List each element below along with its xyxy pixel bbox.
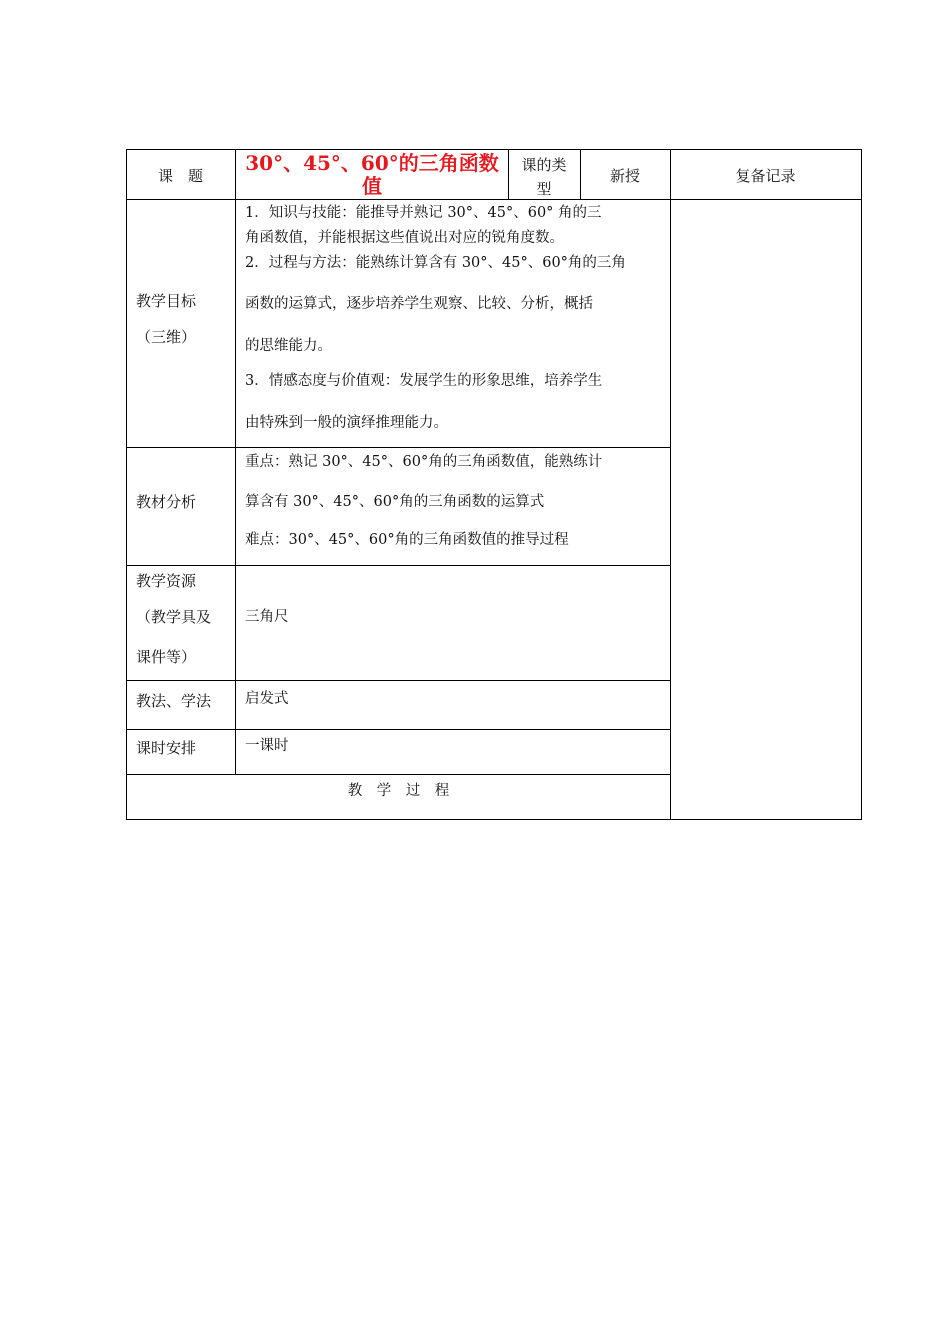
table-border-left [126,149,127,820]
row-divider-resources [126,680,671,681]
row-divider-objectives [126,447,671,448]
objective-line: 角函数值，并能根据这些值说出对应的锐角度数。 [245,230,564,246]
analysis-key-point-cont: 算含有 30°、45°、60°角的三角函数的运算式 [245,494,545,510]
method-label: 教法、学法 [136,692,212,710]
topic-label: 课 题 [157,167,203,185]
analysis-label: 教材分析 [136,493,197,511]
lesson-type-label-line2: 型 [536,180,552,198]
topic-title-line2: 值 [362,174,382,198]
table-border-right [861,149,862,820]
method-value: 启发式 [245,691,289,707]
schedule-value: 一课时 [245,738,289,754]
table-border-bottom [126,819,862,820]
review-label: 复备记录 [735,167,796,185]
analysis-key-point: 重点：熟记 30°、45°、60°角的三角函数值，能熟练计 [245,454,603,470]
process-label: 教 学 过 程 [347,783,450,799]
row-divider-analysis [126,565,671,566]
objective-line: 函数的运算式，逐步培养学生观察、比较、分析，概括 [245,296,593,312]
resources-label-line2: （教学具及 [136,608,212,626]
resources-label-line3: 课件等） [136,648,197,666]
lesson-type-label-line1: 课的类 [521,156,567,174]
objective-line: 3．情感态度与价值观：发展学生的形象思维，培养学生 [245,373,603,389]
table-border-top [126,149,862,150]
analysis-difficulty: 难点：30°、45°、60°角的三角函数值的推导过程 [245,532,569,548]
objective-line: 由特殊到一般的演绎推理能力。 [245,415,448,431]
objective-line: 的思维能力。 [245,338,332,354]
resources-value: 三角尺 [245,609,289,625]
row-divider-schedule [126,774,671,775]
schedule-label: 课时安排 [136,739,197,757]
col-divider-review [670,149,671,820]
col-divider-label [235,149,236,775]
row-divider-method [126,729,671,730]
objectives-label-line1: 教学目标 [136,292,197,310]
objectives-label-line2: （三维） [136,328,197,346]
objective-line: 1．知识与技能：能推导并熟记 30°、45°、60° 角的三 [245,205,602,221]
lesson-type-value: 新授 [609,167,640,185]
row-divider-header [126,199,862,200]
objective-line: 2．过程与方法：能熟练计算含有 30°、45°、60°角的三角 [245,255,626,271]
topic-title-line1: 30°、45°、60°的三角函数 [245,151,499,175]
resources-label-line1: 教学资源 [136,572,197,590]
